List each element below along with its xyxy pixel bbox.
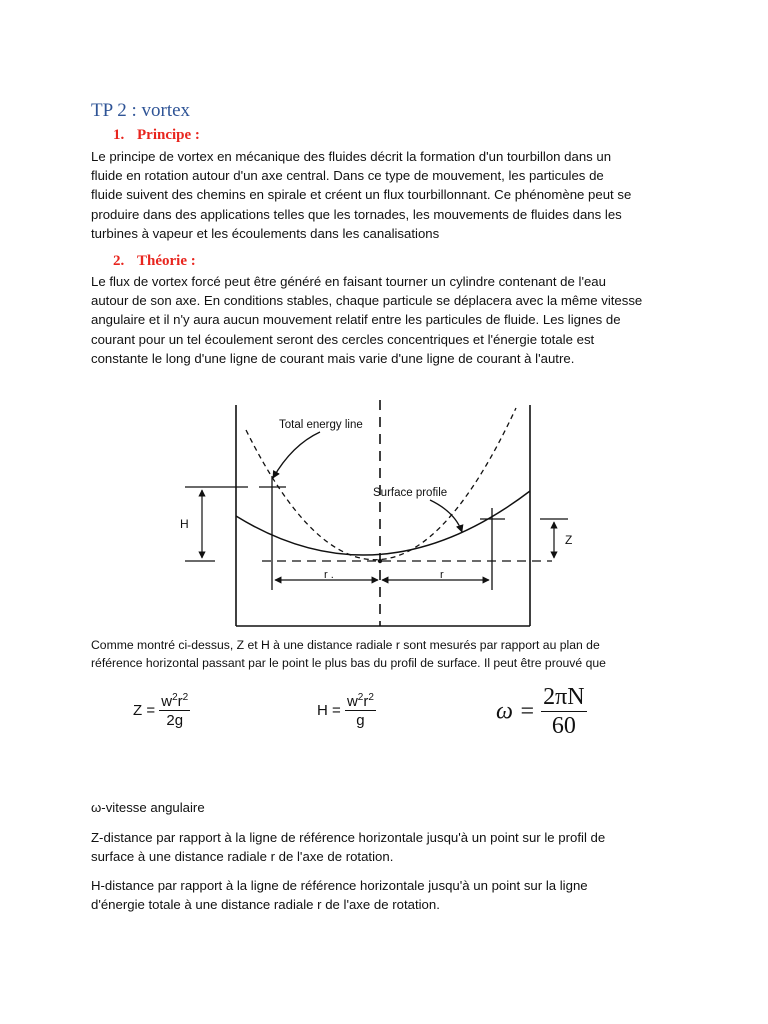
h-label: H — [180, 517, 189, 531]
caption-line: référence horizontal passant par le point le plus bas du profil de surface. Il peut être prouvé que — [91, 656, 606, 670]
definition-omega: ω-vitesse angulaire — [91, 800, 205, 815]
definition-h — [91, 876, 681, 914]
formula-h — [317, 692, 376, 729]
formula-z-fraction — [159, 692, 190, 729]
definition-line: surface à une distance radiale r de l'axe de rotation. — [91, 849, 394, 865]
paragraph-line: produire dans des applications telles que les tornades, les mouvements de fluides dans les — [91, 206, 622, 222]
surface-profile-curve — [236, 491, 530, 555]
formula-h-lhs: H = — [317, 702, 341, 719]
page-title: TP 2 : vortex — [91, 100, 191, 121]
paragraph-line: courant pour un tel écoulement seront des cercles concentriques et l'énergie totale est — [91, 331, 595, 347]
formula-denominator: 60 — [551, 713, 576, 739]
formula-omega-lhs: ω = — [496, 698, 536, 725]
formula-exponent: 2 — [182, 692, 189, 703]
section-number: 1. — [113, 127, 125, 143]
formula-exponent: 2 — [357, 692, 364, 703]
section-heading-label: Principe : — [137, 127, 200, 143]
formula-symbol: w — [161, 693, 173, 710]
definition-line: Z-distance par rapport à la ligne de référence horizontale jusqu'à un point sur le profil de — [91, 830, 606, 845]
paragraph-line: turbines à vapeur et les écoulements dans les canalisations — [91, 225, 440, 241]
formula-z-lhs: Z = — [133, 702, 156, 719]
r-left-label: r . — [324, 569, 334, 581]
formula-symbol: r — [363, 693, 369, 710]
total-energy-label: Total energy line — [279, 419, 363, 431]
formula-denominator: 2g — [166, 712, 184, 729]
formula-h-fraction — [345, 692, 376, 729]
formula-exponent: 2 — [172, 692, 178, 703]
caption-line: Comme montré ci-dessus, Z et H à une distance radiale r sont mesurés par rapport au plan de — [91, 638, 600, 652]
z-label: Z — [565, 533, 573, 547]
lowest-point-marker — [378, 559, 382, 563]
formula-denominator: g — [356, 712, 365, 729]
formula-omega-fraction — [541, 684, 586, 740]
paragraph-line: constante le long d'une ligne de courant mais varie d'une ligne de courant à l'autre. — [91, 350, 575, 366]
formula-exponent: 2 — [368, 692, 374, 703]
formula-omega — [496, 684, 587, 740]
definition-z — [91, 828, 681, 866]
surface-profile-leader — [430, 500, 462, 532]
formula-symbol: r — [177, 693, 183, 710]
r-right-label: r — [440, 569, 444, 581]
surface-profile-label: Surface profile — [373, 487, 448, 499]
paragraph-line: fluide suivent des chemins en spirale et créent un flux tourbillonnant. Ce phénomène peut se — [91, 187, 632, 203]
figure-caption — [91, 636, 691, 672]
formula-z — [133, 692, 190, 729]
paragraph-line: angulaire et il n'y aura aucun mouvement relatif entre les particules de fluide. Les lignes de — [91, 312, 621, 328]
definition-line: H-distance par rapport à la ligne de référence horizontale jusqu'à un point sur la ligne — [91, 878, 588, 893]
paragraph-line: fluide en rotation autour d'un axe central. Dans ce type de mouvement, les particules de — [91, 168, 604, 184]
paragraph-line: autour de son axe. En conditions stables, chaque particule se déplacera avec la même vitesse — [91, 293, 643, 309]
formula-numerator: 2πN — [543, 684, 585, 710]
definition-line: d'énergie totale à une distance radiale r de l'axe de rotation. — [91, 897, 440, 913]
paragraph-line: Le flux de vortex forcé peut être généré en faisant tourner un cylindre contenant de l'eau — [91, 274, 606, 289]
section-number: 2. — [113, 253, 125, 269]
total-energy-leader — [273, 432, 320, 478]
paragraph-line: Le principe de vortex en mécanique des fluides décrit la formation d'un tourbillon dans un — [91, 149, 612, 164]
section-heading-label: Théorie : — [137, 253, 196, 269]
formula-symbol: w — [346, 693, 358, 710]
